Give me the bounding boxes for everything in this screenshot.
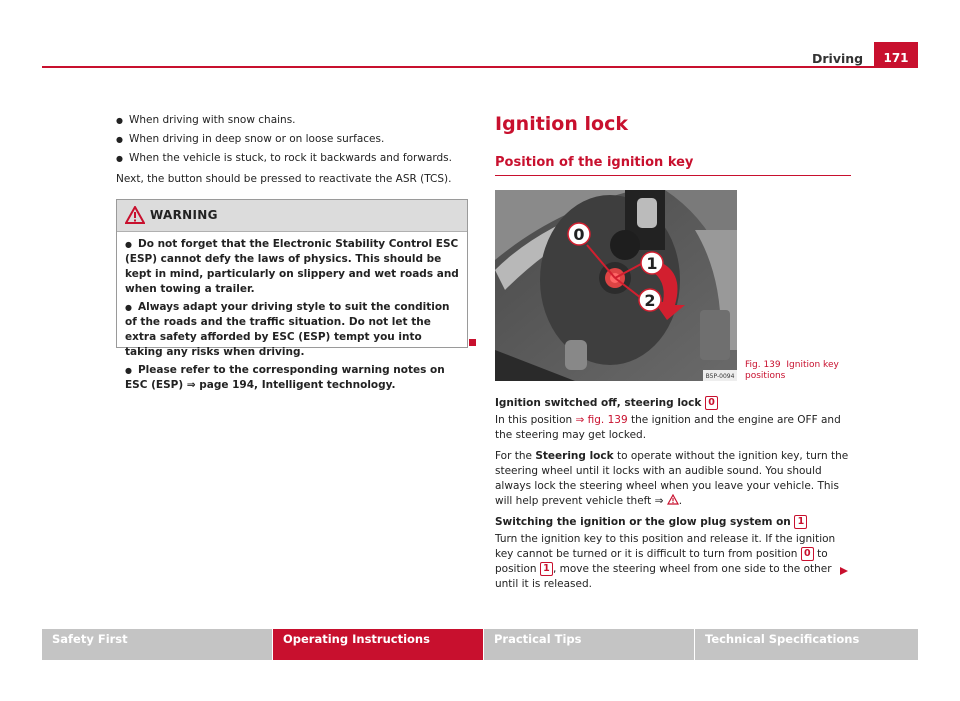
warning-reference-icon[interactable] <box>667 494 679 505</box>
right-column-text <box>495 396 855 598</box>
footer-tab-operating-instructions[interactable]: Operating Instructions <box>273 629 483 660</box>
left-column <box>116 113 468 187</box>
page-subheading: Position of the ignition key <box>495 155 694 170</box>
svg-text:2: 2 <box>644 291 656 310</box>
paragraph <box>495 449 855 509</box>
subheading-rule <box>495 175 851 176</box>
warning-item <box>125 363 459 393</box>
text-run: . <box>678 495 683 507</box>
key-position-badge: 0 <box>705 396 718 410</box>
text-run: to position <box>495 548 828 575</box>
bullet-icon: ● <box>125 366 132 375</box>
figure-caption <box>745 360 855 382</box>
warning-item-text: Please refer to the corresponding warning notes on ESC (ESP) ⇒ page 194, Intelligent technology. <box>125 364 445 391</box>
warning-triangle-icon <box>125 206 145 224</box>
text-run: In this position <box>495 414 576 426</box>
bullet-icon: ● <box>125 303 132 312</box>
bullet-icon: ● <box>125 240 132 249</box>
svg-text:0: 0 <box>573 225 585 244</box>
warning-header <box>117 200 467 232</box>
bullet-item: ● When driving in deep snow or on loose surfaces. <box>116 132 468 147</box>
page-number: 171 <box>874 42 918 68</box>
warning-item <box>125 237 459 297</box>
warning-box <box>116 199 468 391</box>
footer-tab-technical-specifications[interactable]: Technical Specifications <box>695 629 918 660</box>
warning-item-text: Do not forget that the Electronic Stability Control ESC (ESP) cannot defy the laws of physics. This should be kept in mind, particularly on slippery and wet roads and when towing a trailer. <box>125 238 459 295</box>
text-run: the ignition and the engine are OFF and the steering may get locked. <box>495 414 841 441</box>
svg-text:1: 1 <box>646 254 658 273</box>
figure-code: B5P-0094 <box>705 373 735 380</box>
subsection-title <box>495 515 855 530</box>
position-label-1 <box>641 252 663 274</box>
figure-label: Fig. 139 <box>745 360 781 370</box>
footer-tab-safety-first[interactable]: Safety First <box>42 629 272 660</box>
text-run: , move the steering wheel from one side to the other until it is released. <box>495 563 832 590</box>
paragraph <box>495 532 855 592</box>
page-heading: Ignition lock <box>495 113 628 135</box>
continue-arrow-icon <box>839 566 849 576</box>
bullet-item: ● When the vehicle is stuck, to rock it backwards and forwards. <box>116 151 468 166</box>
ignition-lock-illustration <box>495 190 737 381</box>
bold-term: Steering lock <box>535 450 614 462</box>
subsection-title-text: Switching the ignition or the glow plug system on <box>495 516 791 528</box>
header-rule <box>42 66 918 68</box>
text-run: to operate without the ignition key, turn the steering wheel until it locks with an audible sound. You should always lock the steering wheel when you leave your vehicle. This will help prevent vehicle theft ⇒ <box>495 450 849 507</box>
paragraph <box>495 413 855 443</box>
section-title: Driving <box>812 51 864 66</box>
warning-item-text: Always adapt your driving style to suit the condition of the roads and the traffic situation. Do not let the extra safety afforded by ESC (ESP) tempt you into taking any risks when driving. <box>125 301 450 358</box>
position-label-0 <box>568 223 590 245</box>
warning-item <box>125 300 459 360</box>
figure-reference-link[interactable]: ⇒ fig. 139 <box>575 414 628 426</box>
subsection-title <box>495 396 855 411</box>
position-label-2 <box>639 289 661 311</box>
key-position-badge: 1 <box>540 562 553 576</box>
key-position-badge: 0 <box>801 547 814 561</box>
text-run: Turn the ignition key to this position and release it. If the ignition key cannot be turned or it is difficult to turn from position <box>495 533 836 560</box>
reactivate-paragraph: Next, the button should be pressed to reactivate the ASR (TCS). <box>116 173 452 185</box>
warning-body <box>117 232 467 393</box>
footer-tab-practical-tips[interactable]: Practical Tips <box>484 629 694 660</box>
section-end-marker <box>469 339 476 346</box>
ignition-figure <box>495 190 737 381</box>
warning-title: WARNING <box>150 208 218 222</box>
key-position-badge: 1 <box>794 515 807 529</box>
figure-caption-text: Ignition key positions <box>745 360 839 381</box>
text-run: For the <box>495 450 536 462</box>
subsection-title-text: Ignition switched off, steering lock <box>495 397 702 409</box>
bullet-item: ● When driving with snow chains. <box>116 113 468 128</box>
